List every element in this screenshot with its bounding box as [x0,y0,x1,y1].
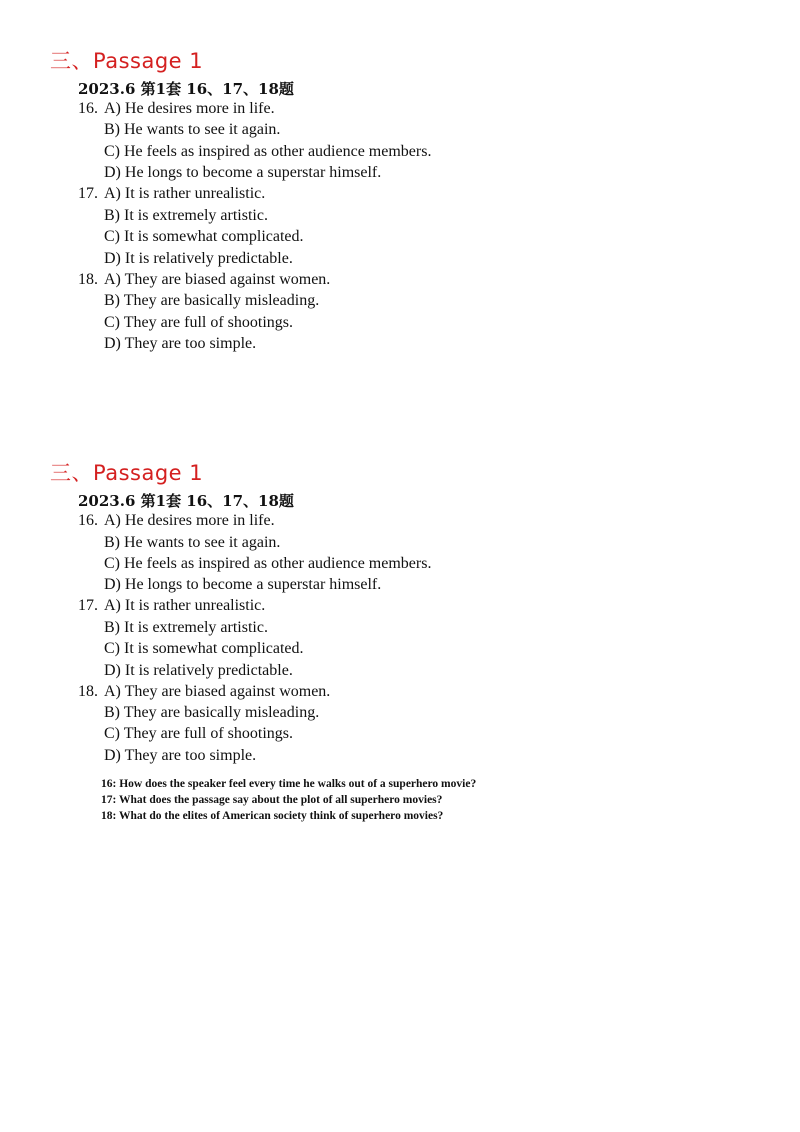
option-a: A) It is rather unrealistic. [104,185,266,202]
option-a: A) They are biased against women. [104,683,331,700]
question-prompts [101,776,476,824]
option-b: B) He wants to see it again. [104,534,281,551]
option-c: C) He feels as inspired as other audience members. [104,555,432,572]
option-b: B) They are basically misleading. [104,704,320,721]
option-a: A) He desires more in life. [104,512,275,529]
option-b: B) He wants to see it again. [104,121,281,138]
prompt-17: 17: What does the passage say about the plot of all superhero movies? [101,794,443,806]
prompt-16: 16: How does the speaker feel every time he walks out of a superhero movie? [101,778,477,790]
section-title: 三、Passage 1 [50,49,204,73]
option-c: C) They are full of shootings. [104,314,294,331]
option-a: A) They are biased against women. [104,271,331,288]
section-title: 三、Passage 1 [50,461,204,485]
option-a: A) It is rather unrealistic. [104,597,266,614]
option-b: B) It is extremely artistic. [104,619,268,636]
question-number: 17. [78,185,98,202]
option-a: A) He desires more in life. [104,100,275,117]
question-number: 17. [78,597,98,614]
option-d: D) It is relatively predictable. [104,250,293,267]
option-d: D) He longs to become a superstar himself. [104,164,382,181]
option-d: D) They are too simple. [104,335,257,352]
section-subtitle: 2023.6 第1套 16、17、18题 [78,492,294,510]
question-number: 16. [78,512,98,529]
prompt-18: 18: What do the elites of American society think of superhero movies? [101,810,444,822]
option-d: D) They are too simple. [104,747,257,764]
option-d: D) It is relatively predictable. [104,662,293,679]
option-b: B) They are basically misleading. [104,292,320,309]
option-c: C) He feels as inspired as other audience members. [104,143,432,160]
section-subtitle: 2023.6 第1套 16、17、18题 [78,80,294,98]
question-number: 18. [78,271,98,288]
question-number: 18. [78,683,98,700]
option-d: D) He longs to become a superstar himself. [104,576,382,593]
option-c: C) They are full of shootings. [104,725,294,742]
question-number: 16. [78,100,98,117]
option-b: B) It is extremely artistic. [104,207,268,224]
option-c: C) It is somewhat complicated. [104,228,304,245]
option-c: C) It is somewhat complicated. [104,640,304,657]
